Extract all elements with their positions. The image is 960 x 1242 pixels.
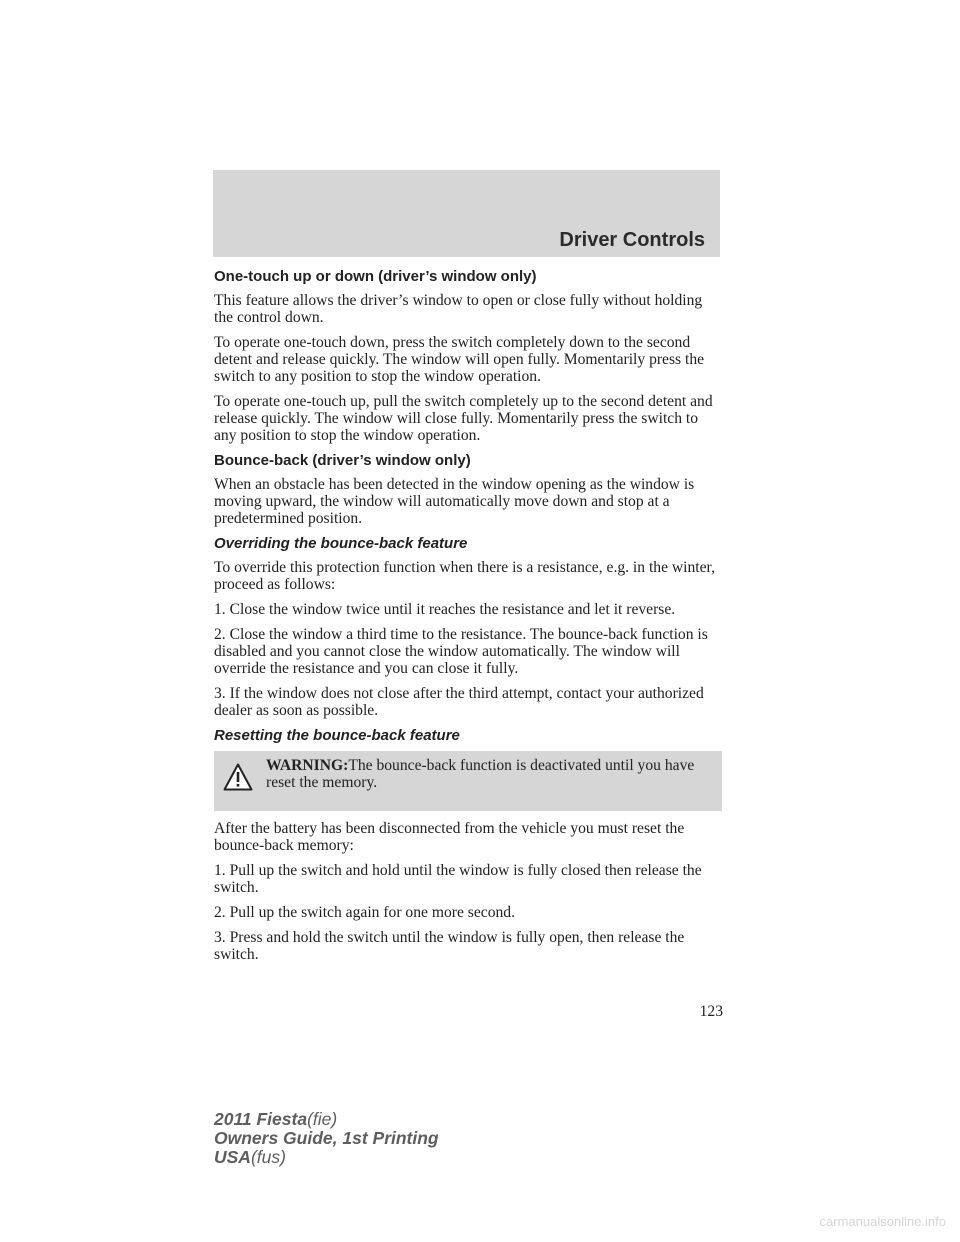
section-header-band: [213, 170, 720, 257]
footer: [214, 1110, 439, 1167]
paragraph: To override this protection function when there is a resistance, e.g. in the winter, proceed as follows:: [214, 559, 716, 593]
list-item: 1. Close the window twice until it reaches the resistance and let it reverse.: [214, 601, 676, 618]
page-content: [214, 268, 722, 971]
paragraph: To operate one-touch up, pull the switch completely up to the second detent and release quickly. The window will close fully. Momentarily press the switch to any position to stop the window operation.: [214, 393, 713, 444]
warning-label: WARNING:: [266, 757, 349, 774]
warning-message: The bounce-back function is deactivated until you have reset the memory.: [266, 757, 695, 791]
footer-line-market: [214, 1148, 439, 1167]
list-item: 3. If the window does not close after the third attempt, contact your authorized dealer as soon as possible.: [214, 685, 704, 719]
footer-line-model: [214, 1110, 439, 1129]
list-item: 3. Press and hold the switch until the window is fully open, then release the switch.: [214, 929, 685, 963]
footer-market: USA: [214, 1147, 251, 1167]
warning-triangle-icon: [223, 763, 253, 791]
paragraph: When an obstacle has been detected in the window opening as the window is moving upward, the window will automatically move down and stop at a predetermined position.: [214, 476, 695, 527]
footer-line-guide: Owners Guide, 1st Printing: [214, 1128, 439, 1148]
subheading-resetting: Resetting the bounce-back feature: [214, 727, 460, 744]
warning-box: [214, 751, 722, 811]
paragraph: To operate one-touch down, press the switch completely down to the second detent and release quickly. The window will open fully. Momentarily press the switch to any position to stop the window operation.: [214, 334, 705, 385]
subheading-overriding: Overriding the bounce-back feature: [214, 535, 468, 552]
watermark: carmanualsonline.info: [819, 1214, 946, 1229]
footer-market-code: (fus): [250, 1147, 286, 1167]
section-title: Driver Controls: [559, 229, 705, 251]
list-item: 1. Pull up the switch and hold until the window is fully closed then release the switch.: [214, 862, 702, 896]
list-item: 2. Close the window a third time to the resistance. The bounce-back function is disabled and you cannot close the window automatically. The window will override the resistance and you can close it fully.: [214, 626, 708, 677]
list-item: 2. Pull up the switch again for one more second.: [214, 904, 515, 921]
paragraph: After the battery has been disconnected from the vehicle you must reset the bounce-back memory:: [214, 820, 685, 854]
paragraph: This feature allows the driver’s window to open or close fully without holding the control down.: [214, 292, 703, 326]
heading-bounce-back: Bounce-back (driver’s window only): [214, 452, 471, 469]
warning-text: [266, 757, 710, 791]
footer-model-code: (fie): [307, 1109, 338, 1129]
heading-one-touch: One-touch up or down (driver’s window only): [214, 268, 537, 285]
footer-model: 2011 Fiesta: [214, 1109, 308, 1129]
page-number: 123: [699, 1003, 723, 1020]
